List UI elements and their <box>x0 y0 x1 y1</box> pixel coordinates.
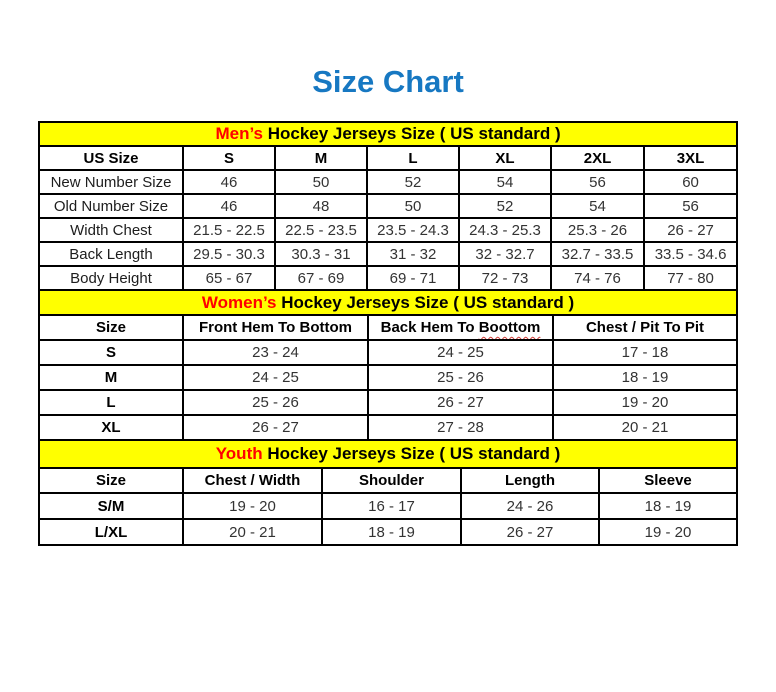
womens-col-header-2: Back Hem To Boottom <box>368 315 553 340</box>
youth-col-header-3: Length <box>461 468 599 493</box>
youth-size-value: 16 - 17 <box>322 493 461 519</box>
youth-band-highlight: Youth <box>215 444 263 463</box>
mens-size-value: 54 <box>459 170 551 194</box>
mens-size-value: 46 <box>183 170 275 194</box>
womens-col-header-3: Chest / Pit To Pit <box>553 315 737 340</box>
mens-size-value: 52 <box>367 170 459 194</box>
mens-size-value: 32.7 - 33.5 <box>551 242 644 266</box>
mens-size-value: 46 <box>183 194 275 218</box>
mens-row-label: Back Length <box>39 242 183 266</box>
mens-size-value: 69 - 71 <box>367 266 459 290</box>
mens-size-value: 24.3 - 25.3 <box>459 218 551 242</box>
womens-row-label: XL <box>39 415 183 440</box>
womens-band-row <box>39 290 737 315</box>
mens-size-value: 56 <box>551 170 644 194</box>
mens-row-label: Body Height <box>39 266 183 290</box>
mens-band-row <box>39 122 737 146</box>
mens-row-label: Width Chest <box>39 218 183 242</box>
mens-size-value: 77 - 80 <box>644 266 737 290</box>
mens-col-header-2: M <box>275 146 367 170</box>
womens-row-label: L <box>39 390 183 415</box>
youth-size-value: 18 - 19 <box>322 519 461 545</box>
mens-table-row <box>39 218 737 242</box>
womens-size-value: 19 - 20 <box>553 390 737 415</box>
mens-col-header-5: 2XL <box>551 146 644 170</box>
mens-size-value: 29.5 - 30.3 <box>183 242 275 266</box>
mens-size-value: 21.5 - 22.5 <box>183 218 275 242</box>
mens-size-value: 60 <box>644 170 737 194</box>
mens-size-value: 65 - 67 <box>183 266 275 290</box>
mens-size-value: 50 <box>367 194 459 218</box>
youth-size-value: 19 - 20 <box>183 493 322 519</box>
womens-size-value: 20 - 21 <box>553 415 737 440</box>
womens-size-value: 24 - 25 <box>368 340 553 365</box>
womens-size-value: 24 - 25 <box>183 365 368 390</box>
mens-size-value: 50 <box>275 170 367 194</box>
mens-size-value: 23.5 - 24.3 <box>367 218 459 242</box>
mens-size-value: 56 <box>644 194 737 218</box>
mens-size-value: 31 - 32 <box>367 242 459 266</box>
womens-size-value: 23 - 24 <box>183 340 368 365</box>
mens-size-value: 22.5 - 23.5 <box>275 218 367 242</box>
mens-table-row <box>39 170 737 194</box>
womens-table-row <box>39 390 737 415</box>
womens-band-title <box>39 290 737 315</box>
womens-size-value: 26 - 27 <box>183 415 368 440</box>
mens-band-highlight: Men’s <box>215 124 263 143</box>
youth-col-header-1: Chest / Width <box>183 468 322 493</box>
mens-size-value: 72 - 73 <box>459 266 551 290</box>
mens-col-header-1: S <box>183 146 275 170</box>
mens-band-title <box>39 122 737 146</box>
mens-size-value: 33.5 - 34.6 <box>644 242 737 266</box>
womens-table-row <box>39 340 737 365</box>
mens-size-value: 54 <box>551 194 644 218</box>
youth-col-header-0: Size <box>39 468 183 493</box>
mens-col-header-4: XL <box>459 146 551 170</box>
youth-col-header-4: Sleeve <box>599 468 737 493</box>
mens-row-label: New Number Size <box>39 170 183 194</box>
womens-size-value: 17 - 18 <box>553 340 737 365</box>
youth-table-row <box>39 493 737 519</box>
youth-col-header-2: Shoulder <box>322 468 461 493</box>
youth-size-value: 26 - 27 <box>461 519 599 545</box>
mens-size-value: 74 - 76 <box>551 266 644 290</box>
womens-band-rest: Hockey Jerseys Size ( US standard ) <box>276 292 575 312</box>
mens-table-row <box>39 242 737 266</box>
womens-row-label: S <box>39 340 183 365</box>
youth-size-value: 24 - 26 <box>461 493 599 519</box>
mens-col-header-6: 3XL <box>644 146 737 170</box>
youth-size-table <box>38 439 738 546</box>
youth-size-value: 19 - 20 <box>599 519 737 545</box>
mens-size-value: 26 - 27 <box>644 218 737 242</box>
mens-col-header-3: L <box>367 146 459 170</box>
mens-table-row <box>39 194 737 218</box>
mens-size-value: 30.3 - 31 <box>275 242 367 266</box>
youth-table-row <box>39 519 737 545</box>
womens-size-table <box>38 289 738 441</box>
youth-band-row <box>39 440 737 468</box>
mens-size-value: 67 - 69 <box>275 266 367 290</box>
mens-size-table <box>38 121 738 291</box>
mens-header-row <box>39 146 737 170</box>
mens-table-row <box>39 266 737 290</box>
womens-size-value: 25 - 26 <box>183 390 368 415</box>
mens-col-header-0: US Size <box>39 146 183 170</box>
youth-row-label: L/XL <box>39 519 183 545</box>
womens-row-label: M <box>39 365 183 390</box>
womens-header-row <box>39 315 737 340</box>
mens-size-value: 32 - 32.7 <box>459 242 551 266</box>
mens-band-rest: Hockey Jerseys Size ( US standard ) <box>263 124 561 143</box>
womens-size-value: 26 - 27 <box>368 390 553 415</box>
mens-size-value: 25.3 - 26 <box>551 218 644 242</box>
womens-size-value: 18 - 19 <box>553 365 737 390</box>
youth-size-value: 18 - 19 <box>599 493 737 519</box>
misspelled-word: Boottom <box>478 319 541 336</box>
womens-col-header-0: Size <box>39 315 183 340</box>
youth-row-label: S/M <box>39 493 183 519</box>
page-title: Size Chart <box>312 64 464 99</box>
womens-band-highlight: Women’s <box>201 292 277 312</box>
womens-table-row <box>39 365 737 390</box>
mens-size-value: 48 <box>275 194 367 218</box>
mens-row-label: Old Number Size <box>39 194 183 218</box>
mens-size-value: 52 <box>459 194 551 218</box>
womens-size-value: 25 - 26 <box>368 365 553 390</box>
youth-size-value: 20 - 21 <box>183 519 322 545</box>
youth-header-row <box>39 468 737 493</box>
womens-table-row <box>39 415 737 440</box>
size-tables-container <box>38 121 736 546</box>
womens-col-header-1: Front Hem To Bottom <box>183 315 368 340</box>
womens-size-value: 27 - 28 <box>368 415 553 440</box>
youth-band-rest: Hockey Jerseys Size ( US standard ) <box>262 444 561 463</box>
youth-band-title <box>39 440 737 468</box>
